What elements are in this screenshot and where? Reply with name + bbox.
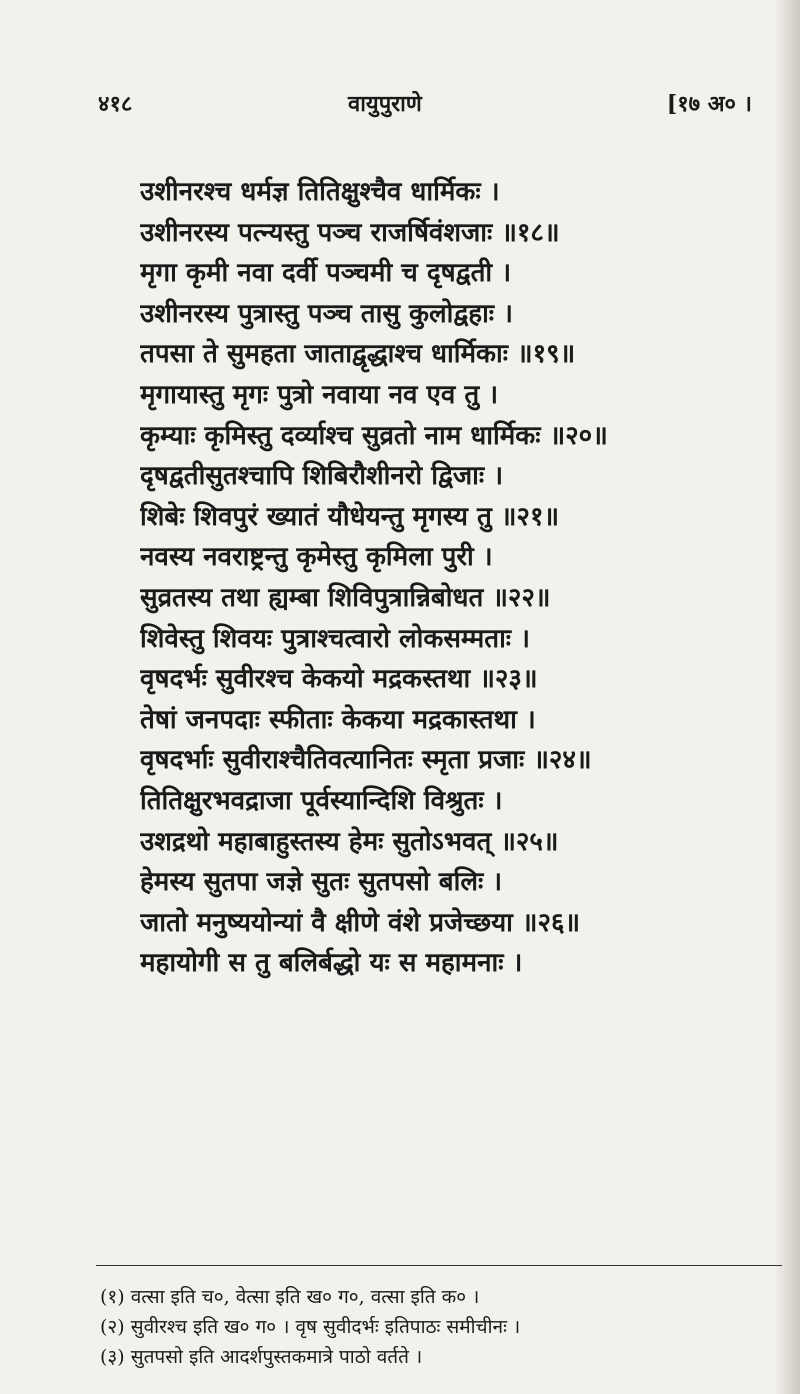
footnote-divider — [96, 1265, 782, 1266]
verse-line: तपसा ते सुमहता जाताद्वृद्धाश्च धार्मिकाः ॥१९॥ — [140, 339, 576, 370]
verse-line: उशीनरश्च धर्मज्ञ तितिक्षुश्चैव धार्मिकः । — [140, 177, 500, 207]
footnotes — [100, 1282, 780, 1372]
verse-line: वृषदर्भाः सुवीराश्चैतिवत्यानितः स्मृता प्रजाः ॥२४॥ — [140, 745, 592, 776]
footnote: (३) सुतपसो इति आदर्शपुस्तकमात्रे पाठो वर्तते । — [100, 1346, 423, 1368]
verse-line: मृगायास्तु मृगः पुत्रो नवाया नव एव तु । — [140, 379, 499, 410]
verse-line: महायोगी स तु बलिर्बद्धो यः स महामनाः । — [140, 948, 523, 979]
verse-line: मृगा कृमी नवा दर्वी पञ्चमी च दृषद्वती । — [140, 258, 512, 289]
verse-line: शिबेः शिवपुरं ख्यातं यौधेयन्तु मृगस्य तु ॥२१॥ — [140, 501, 560, 532]
running-title: वायुपुराणे — [348, 91, 422, 117]
verse-line: कृम्याः कृमिस्तु दर्व्याश्च सुव्रतो नाम धार्मिकः ॥२०॥ — [140, 420, 608, 451]
verse-line: सुव्रतस्य तथा ह्यम्बा शिविपुत्रान्निबोधत ॥२२॥ — [140, 582, 551, 613]
verse-line: हेमस्य सुतपा जज्ञे सुतः सुतपसो बलिः । — [140, 867, 503, 898]
page-number: ४१८ — [98, 91, 133, 117]
verse-line: वृषदर्भः सुवीरश्च केकयो मद्रकस्तथा ॥२३॥ — [140, 664, 538, 695]
running-header — [98, 88, 760, 122]
verse-line: तेषां जनपदाः स्फीताः केकया मद्रकास्तथा । — [140, 704, 536, 735]
verse-line: तितिक्षुरभवद्राजा पूर्वस्यान्दिशि विश्रुतः । — [140, 785, 503, 816]
verse-line: जातो मनुष्ययोन्यां वै क्षीणे वंशे प्रजेच्छया ॥२६॥ — [140, 907, 581, 938]
verse-block — [140, 172, 780, 984]
verse-line: दृषद्वतीसुतश्चापि शिबिरौशीनरो द्विजाः । — [140, 461, 504, 492]
footnote: (१) वत्सा इति च०, वेत्सा इति ख० ग०, वत्सा इति क० । — [100, 1286, 480, 1308]
verse-line: उशीनरस्य पत्न्यस्तु पञ्च राजर्षिवंशजाः ॥१८॥ — [140, 217, 560, 248]
verse-line: नवस्य नवराष्ट्रन्तु कृमेस्तु कृमिला पुरी । — [140, 542, 493, 573]
verse-line: शिवेस्तु शिवयः पुत्राश्चत्वारो लोकसम्मताः । — [140, 623, 530, 654]
verse-line: उशद्रथो महाबाहुस्तस्य हेमः सुतोऽभवत् ॥२५॥ — [140, 826, 559, 857]
chapter-marker: [१७ अ० । — [666, 91, 752, 117]
verse-line: उशीनरस्य पुत्रास्तु पञ्च तासु कुलोद्वहाः । — [140, 298, 513, 329]
footnote: (२) सुवीरश्च इति ख० ग० । वृष सुवीदर्भः इतिपाठः समीचीनः । — [100, 1316, 521, 1338]
